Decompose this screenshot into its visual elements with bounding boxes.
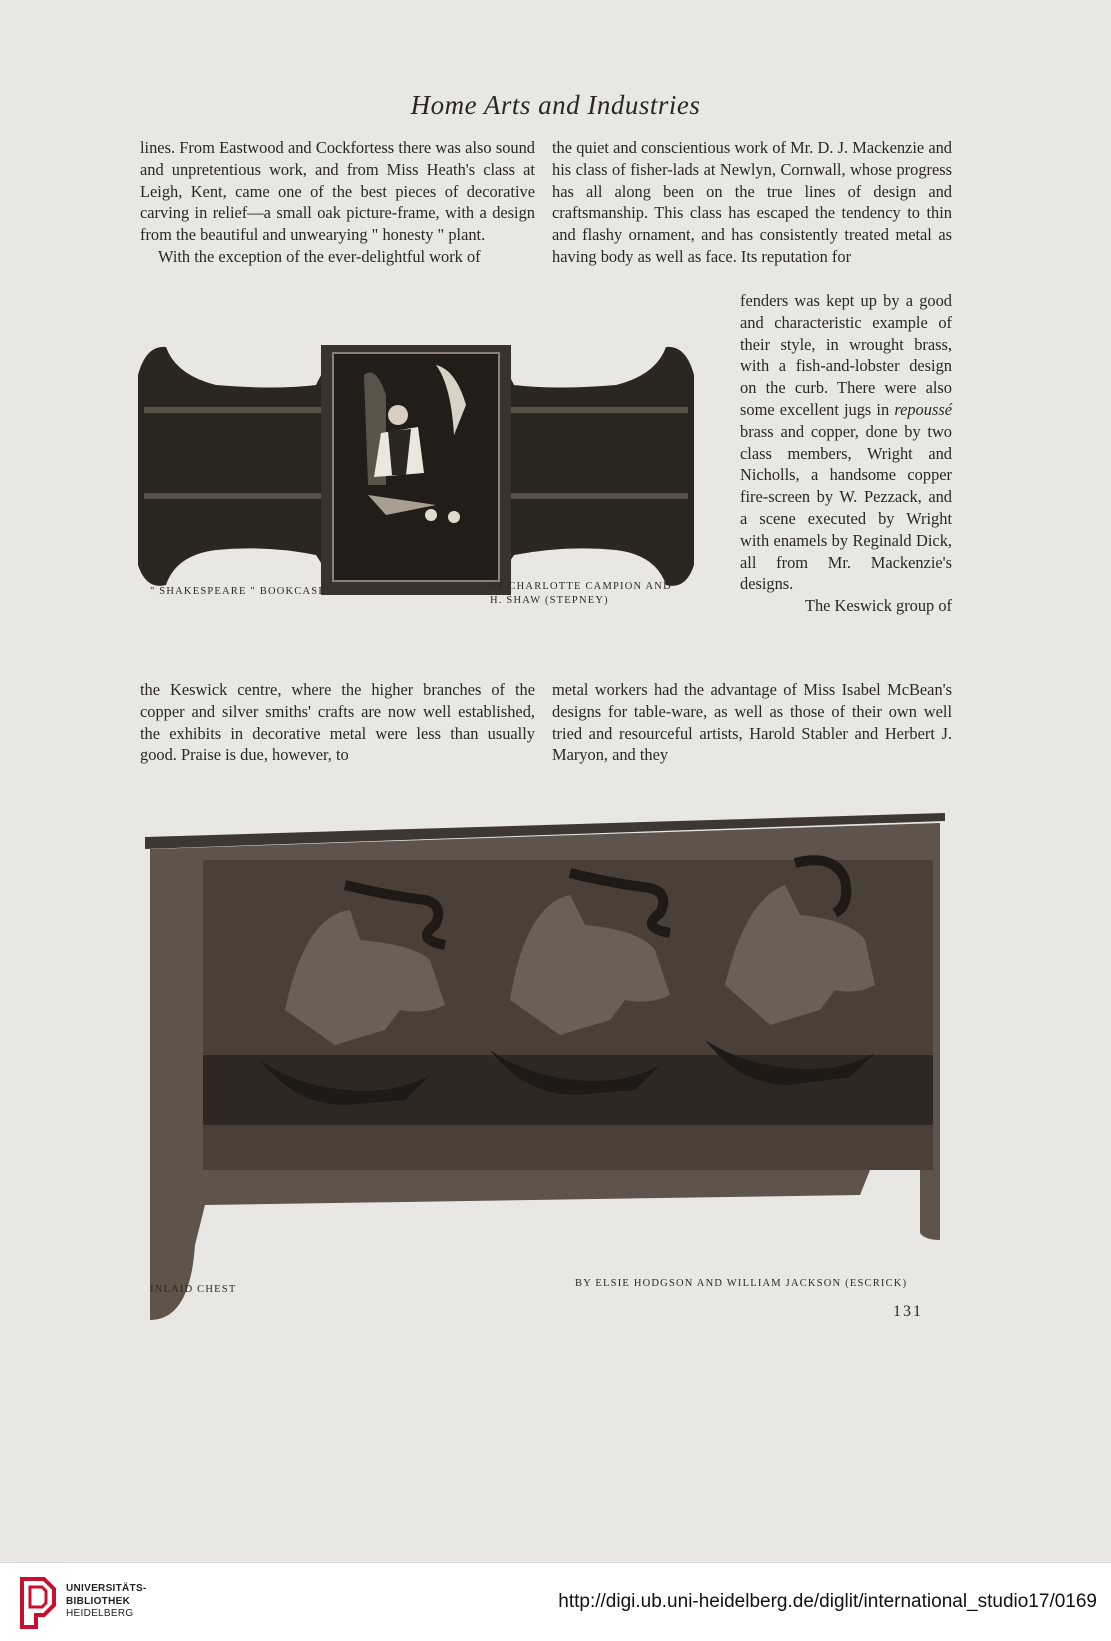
right-column-top [552, 137, 952, 268]
running-head: Home Arts and Industries [410, 90, 701, 120]
library-line: UNIVERSITÄTS- [66, 1583, 147, 1594]
library-line: HEIDELBERG [66, 1608, 134, 1619]
library-name [66, 1583, 147, 1621]
text-span: fenders was kept up by a good and characteristic example of their style, in wrought brass, with a fish-and-lobster design on the curb. There were also some excellent jugs in [740, 291, 952, 419]
paragraph: the quiet and conscientious work of Mr. D. J. Mackenzie and his class of fisher-lads at Newlyn, Cornwall, whose progress has all along been on the true lines of design and craftsmanship. This class has escaped the tendency to thin and flashy ornament, and has consistently treated metal as having body as well as face. Its reputation for [552, 138, 952, 266]
bookcase-left-wing [138, 347, 336, 591]
page-number: 131 [893, 1303, 923, 1320]
bookcase-illustration [136, 345, 696, 595]
right-column-bottom [552, 679, 952, 766]
paragraph: The Keswick group of [804, 596, 952, 616]
paragraph: With the exception of the ever-delightful work of [158, 246, 481, 266]
library-line: BIBLIOTHEK [66, 1595, 131, 1607]
inlaid-chest-illustration [145, 805, 950, 1325]
shelf [508, 493, 688, 499]
paragraph: the Keswick centre, where the higher branches of the copper and silver smiths' crafts are now well established, the exhibits in decorative metal were less than usually good. Praise is due, however, to [140, 680, 535, 765]
inlay-head [388, 405, 408, 425]
figure-caption-right: BY ELSIE HODGSON AND WILLIAM JACKSON (ESCRICK) [575, 1278, 908, 1289]
caption-line: H. SHAW (STEPNEY) [490, 595, 609, 606]
caption-line: BY CHARLOTTE CAMPION AND [488, 581, 672, 592]
italic-term: repoussé [894, 399, 952, 419]
paragraph: lines. From Eastwood and Cockfortess there was also sound and unpretentious work, and from Miss Heath's class at Leigh, Kent, came one of the best pieces of decorative carving in relief—a small oak picture-frame, with a design from the beautiful and unwearying " honesty " plant. [140, 138, 535, 245]
left-column-bottom [140, 679, 535, 766]
left-column-top [140, 137, 535, 268]
shelf [144, 407, 324, 413]
inlay-detail [425, 509, 437, 521]
text-span: brass and copper, done by two class members, Wright and Nicholls, a handsome copper fire-screen by W. Pezzack, and a scene executed by Wright with enamels by Reginald Dick, all from Mr. Mackenzie's designs. [740, 421, 952, 594]
figure-caption-left: INLAID CHEST [150, 1284, 237, 1295]
paragraph: metal workers had the advantage of Miss Isabel McBean's designs for table-ware, as well as those of their own well tried and resourceful artists, Harold Stabler and Herbert J. Maryon, and they [552, 680, 952, 765]
shelf [508, 407, 688, 413]
inlay-detail [448, 511, 460, 523]
viewer-footer [0, 1562, 1111, 1641]
paragraph [740, 290, 952, 595]
bookcase-right-wing [494, 347, 694, 591]
figure-caption-right [488, 580, 672, 608]
university-library-logo-icon [18, 1575, 58, 1631]
right-side-column [740, 290, 952, 617]
shelf [144, 493, 324, 499]
permalink-url[interactable]: http://digi.ub.uni-heidelberg.de/diglit/international_studio17/0169 [558, 1591, 1097, 1612]
figure-caption-left: " SHAKESPEARE " BOOKCASE [150, 586, 326, 597]
